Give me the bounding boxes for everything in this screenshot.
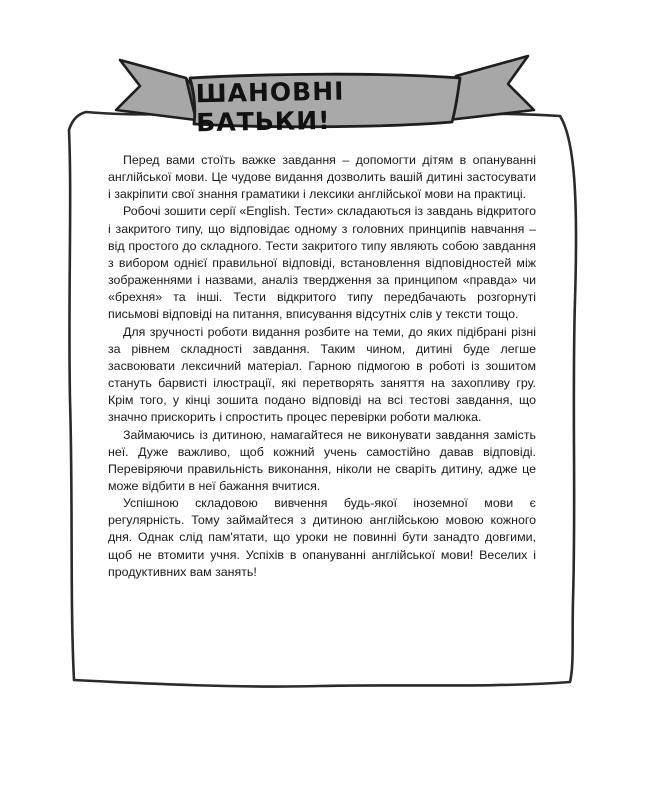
ribbon-tail-left — [116, 60, 196, 120]
ribbon-tail-right — [448, 56, 534, 120]
paragraph: Для зручності роботи видання розбите на теми, до яких підібрані різні за рівнем складності завдання. Таким чином, дитині буде легше засвоювати лексичний матеріал. Гарною підмогою в роботі із зошитом стануть барвисті ілюстрації, які перетворять заняття на захопливу гру. Крім того, у кінці зошита подано відповіді на всі тестові завдання, що значно прискорить і спростить процес перевірки роботи малюка. — [108, 324, 536, 425]
page-title: ШАНОВНІ БАТЬКИ! — [195, 76, 345, 138]
intro-text — [108, 152, 536, 581]
paragraph: Успішною складовою вивчення будь-якої іноземної мови є регулярність. Тому займайтеся з дитиною англійською мовою кожного дня. Однак слід пам'ятати, що уроки не повинні бути занадто довгими, щоб не втомити учня. Успіхів в опануванні англійської мови! Веселих і продуктивних вам занять! — [108, 496, 536, 579]
paragraph: Перед вами стоїть важке завдання – допомогти дітям в опануванні англійської мови. Це чудове видання дозволить вашій дитині застосувати і закріпити свої знання граматики і лексики англійської мови на практиці. — [108, 153, 536, 202]
paragraph: Займаючись із дитиною, намагайтеся не виконувати завдання замість неї. Дуже важливо, щоб кожний учень самостійно давав відповіді. Перевіряючи правильність виконання, ніколи не сваріть дитину, адже це може відбити в неї бажання вчитися. — [108, 427, 536, 493]
paragraph: Робочі зошити серії «English. Тести» складаються із завдань відкритого і закритого типу, що відповідає одному з головних принципів навчання – від простого до складного. Тести закритого типу являють собою завдання з вибором однієї правильної відповіді, встановлення відповідностей між зображеннями і назвами, аналіз твердження за принципом «правда» чи «брехня» та інші. Тести відкритого типу передбачають розгорнуті письмові відповіді на питання, вписування відсутніх слів у тексти тощо. — [108, 204, 536, 322]
